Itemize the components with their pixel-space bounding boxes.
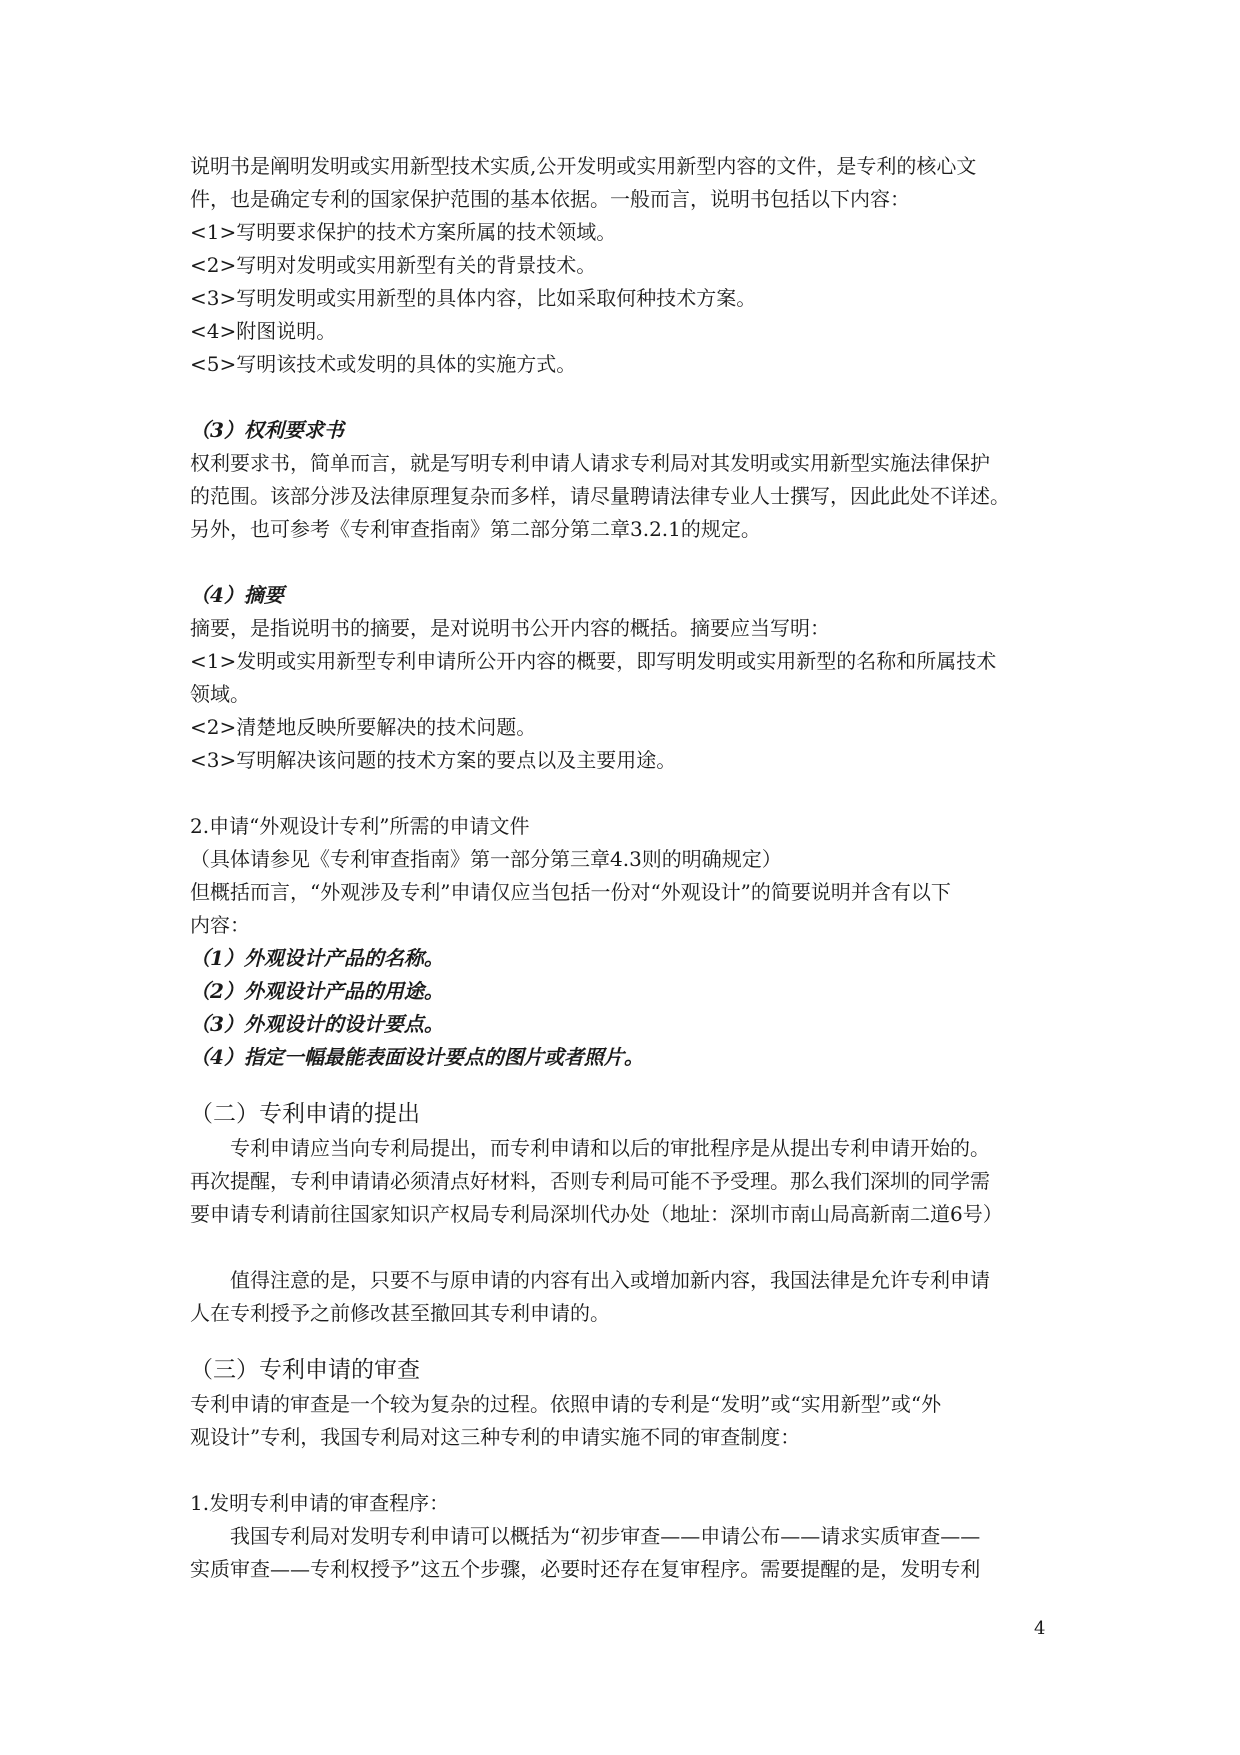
section-heading-claims: （3）权利要求书 <box>190 418 344 442</box>
page-number: 4 <box>1034 1618 1046 1639</box>
body-text-line: 专利申请应当向专利局提出，而专利申请和以后的审批程序是从提出专利申请开始的。 <box>230 1136 990 1160</box>
body-text-line: 人在专利授予之前修改甚至撤回其专利申请的。 <box>190 1301 610 1325</box>
body-text-line: 专利申请的审查是一个较为复杂的过程。依照申请的专利是“发明”或“实用新型”或“外 <box>190 1392 942 1416</box>
section-heading-abstract: （4）摘要 <box>190 583 284 607</box>
body-text-line: 摘要，是指说明书的摘要，是对说明书公开内容的概括。摘要应当写明： <box>190 616 830 640</box>
list-item: （4）指定一幅最能表面设计要点的图片或者照片。 <box>190 1045 644 1069</box>
body-text-line: 再次提醒，专利申请请必须清点好材料，否则专利局可能不予受理。那么我们深圳的同学需 <box>190 1169 990 1193</box>
section-heading-examination: （三）专利申请的审查 <box>190 1357 420 1383</box>
body-text-line: 另外，也可参考《专利审查指南》第二部分第二章3.2.1的规定。 <box>190 517 761 541</box>
list-item: 领域。 <box>190 682 250 706</box>
list-item: （3）外观设计的设计要点。 <box>190 1012 444 1036</box>
list-item: <2>写明对发明或实用新型有关的背景技术。 <box>190 253 597 277</box>
body-text-line: 件，也是确定专利的国家保护范围的基本依据。一般而言，说明书包括以下内容： <box>190 187 910 211</box>
list-item: <1>发明或实用新型专利申请所公开内容的概要，即写明发明或实用新型的名称和所属技术 <box>190 649 997 673</box>
page-body <box>190 150 1056 1586</box>
list-item: <1>写明要求保护的技术方案所属的技术领域。 <box>190 220 617 244</box>
body-text-line: 我国专利局对发明专利申请可以概括为“初步审查——申请公布——请求实质审查—— <box>230 1524 981 1548</box>
body-text-line: 说明书是阐明发明或实用新型技术实质,公开发明或实用新型内容的文件，是专利的核心文 <box>190 154 977 178</box>
body-text-line: 的范围。该部分涉及法律原理复杂而多样，请尽量聘请法律专业人士撰写，因此此处不详述。 <box>190 484 1010 508</box>
list-item: （1）外观设计产品的名称。 <box>190 946 444 970</box>
list-item: <3>写明解决该问题的技术方案的要点以及主要用途。 <box>190 748 677 772</box>
body-text-line: 实质审查——专利权授予”这五个步骤，必要时还存在复审程序。需要提醒的是，发明专利 <box>190 1557 981 1581</box>
body-text-line: 值得注意的是，只要不与原申请的内容有出入或增加新内容，我国法律是允许专利申请 <box>230 1268 990 1292</box>
body-text-line: 但概括而言，“外观涉及专利”申请仅应当包括一份对“外观设计”的简要说明并含有以下 <box>190 880 951 904</box>
body-text-line: 内容： <box>190 913 250 937</box>
body-text-line: 观设计”专利，我国专利局对这三种专利的申请实施不同的审查制度： <box>190 1425 801 1449</box>
section-heading-design: 2.申请“外观设计专利”所需的申请文件 <box>190 814 530 838</box>
list-item: <5>写明该技术或发明的具体的实施方式。 <box>190 352 577 376</box>
list-item: <4>附图说明。 <box>190 319 337 343</box>
list-item: <2>清楚地反映所要解决的技术问题。 <box>190 715 537 739</box>
list-item: （2）外观设计产品的用途。 <box>190 979 444 1003</box>
body-text-line: 权利要求书，简单而言，就是写明专利申请人请求专利局对其发明或实用新型实施法律保护 <box>190 451 990 475</box>
sub-heading: 1.发明专利申请的审查程序： <box>190 1491 450 1515</box>
list-item: <3>写明发明或实用新型的具体内容，比如采取何种技术方案。 <box>190 286 757 310</box>
section-heading-filing: （二）专利申请的提出 <box>190 1101 420 1127</box>
body-text-line: （具体请参见《专利审查指南》第一部分第三章4.3则的明确规定） <box>190 847 782 871</box>
body-text-line: 要申请专利请前往国家知识产权局专利局深圳代办处（地址：深圳市南山局高新南二道6号） <box>190 1202 1003 1226</box>
